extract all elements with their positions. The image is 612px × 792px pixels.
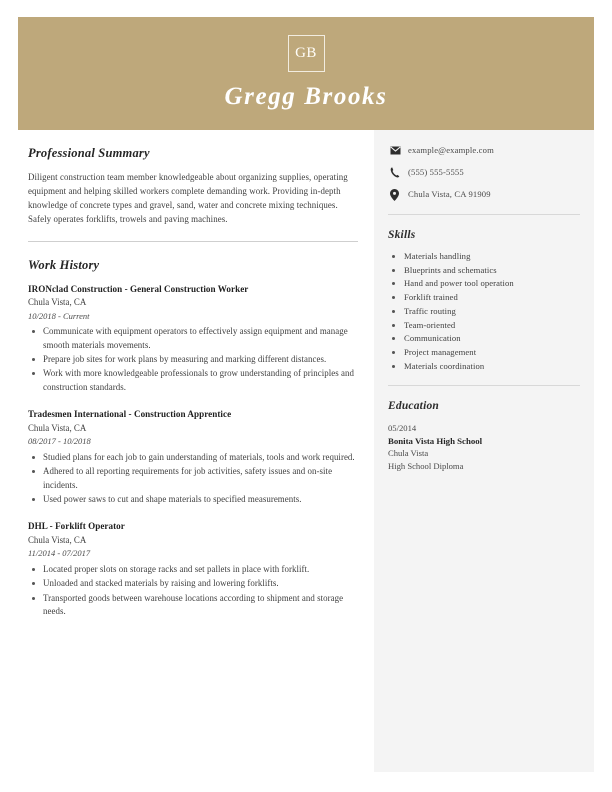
job-location: Chula Vista, CA	[28, 534, 87, 545]
list-item: Adhered to all reporting requirements for job activities, safety issues and on-site incidents.	[28, 465, 360, 492]
job-location: Chula Vista, CA	[28, 422, 87, 433]
education-city: Chula Vista	[388, 448, 429, 459]
list-item: Work with more knowledgeable professionals to grow understanding of principles and construction standards.	[28, 367, 360, 394]
contact-value-email: example@example.com	[408, 145, 494, 156]
list-item: Unloaded and stacked materials by raising and lowering forklifts.	[28, 577, 360, 590]
main-content	[28, 146, 360, 632]
list-item: Materials handling	[388, 251, 580, 262]
list-item: Project management	[388, 347, 580, 358]
list-item: Team-oriented	[388, 320, 580, 331]
sidebar-divider-skills	[388, 214, 580, 215]
contact-item-address	[390, 188, 580, 201]
resume-header-banner	[18, 17, 594, 130]
professional-summary-text: Diligent construction team member knowledgeable about organizing supplies, operating equipment and helping skilled workers complete demanding work. Providing in-depth knowledge of concrete types and gravel, sand, water and concrete mixing techniques. Safely operates forklifts, trowels and paving machines.	[28, 172, 348, 224]
section-heading-summary: Professional Summary	[28, 146, 150, 160]
list-item: Used power saws to cut and shape materials to specified measurements.	[28, 493, 360, 506]
envelope-icon	[390, 146, 408, 155]
phone-icon	[390, 167, 408, 178]
education-date: 05/2014	[388, 423, 417, 434]
job-dates: 08/2017 - 10/2018	[28, 436, 91, 447]
education-school: Bonita Vista High School	[388, 435, 483, 446]
education-entry	[388, 422, 580, 472]
work-history-entry	[28, 283, 360, 395]
list-item: Studied plans for each job to gain understanding of materials, tools and work required.	[28, 451, 360, 464]
list-item: Transported goods between warehouse locations according to shipment and storage needs.	[28, 592, 360, 619]
job-dates: 11/2014 - 07/2017	[28, 548, 91, 559]
sidebar-heading-education: Education	[388, 400, 440, 413]
sidebar-divider-education	[388, 385, 580, 386]
skills-list	[388, 251, 580, 372]
job-title: DHL - Forklift Operator	[28, 521, 125, 532]
job-bullet-list	[28, 325, 360, 394]
candidate-name: Gregg Brooks	[224, 83, 388, 110]
list-item: Located proper slots on storage racks and set pallets in place with forklift.	[28, 563, 360, 576]
list-item: Traffic routing	[388, 306, 580, 317]
list-item: Hand and power tool operation	[388, 278, 580, 289]
list-item: Communication	[388, 333, 580, 344]
monogram-initials: GB	[295, 45, 317, 61]
contact-value-phone: (555) 555-5555	[408, 167, 464, 178]
contact-value-address: Chula Vista, CA 91909	[408, 189, 491, 200]
location-pin-icon	[390, 189, 408, 201]
list-item: Forklift trained	[388, 292, 580, 303]
main-divider	[28, 241, 358, 242]
job-dates: 10/2018 - Current	[28, 310, 90, 321]
job-title: IRONclad Construction - General Construction Worker	[28, 283, 249, 294]
job-bullet-list	[28, 563, 360, 618]
list-item: Materials coordination	[388, 361, 580, 372]
list-item: Communicate with equipment operators to effectively assign equipment and manage smooth materials movements.	[28, 325, 360, 352]
sidebar	[374, 130, 594, 772]
section-heading-work-history: Work History	[28, 257, 100, 272]
work-history-entry	[28, 520, 360, 618]
job-bullet-list	[28, 451, 360, 506]
list-item: Prepare job sites for work plans by measuring and marking different distances.	[28, 353, 360, 366]
contact-item-email	[390, 144, 580, 157]
contact-list	[388, 144, 580, 201]
education-degree: High School Diploma	[388, 460, 464, 471]
monogram-box	[288, 35, 325, 72]
job-location: Chula Vista, CA	[28, 297, 87, 308]
list-item: Blueprints and schematics	[388, 265, 580, 276]
contact-item-phone	[390, 166, 580, 179]
job-title: Tradesmen International - Construction Apprentice	[28, 409, 232, 420]
work-history-entry	[28, 408, 360, 506]
sidebar-heading-skills: Skills	[388, 229, 416, 241]
